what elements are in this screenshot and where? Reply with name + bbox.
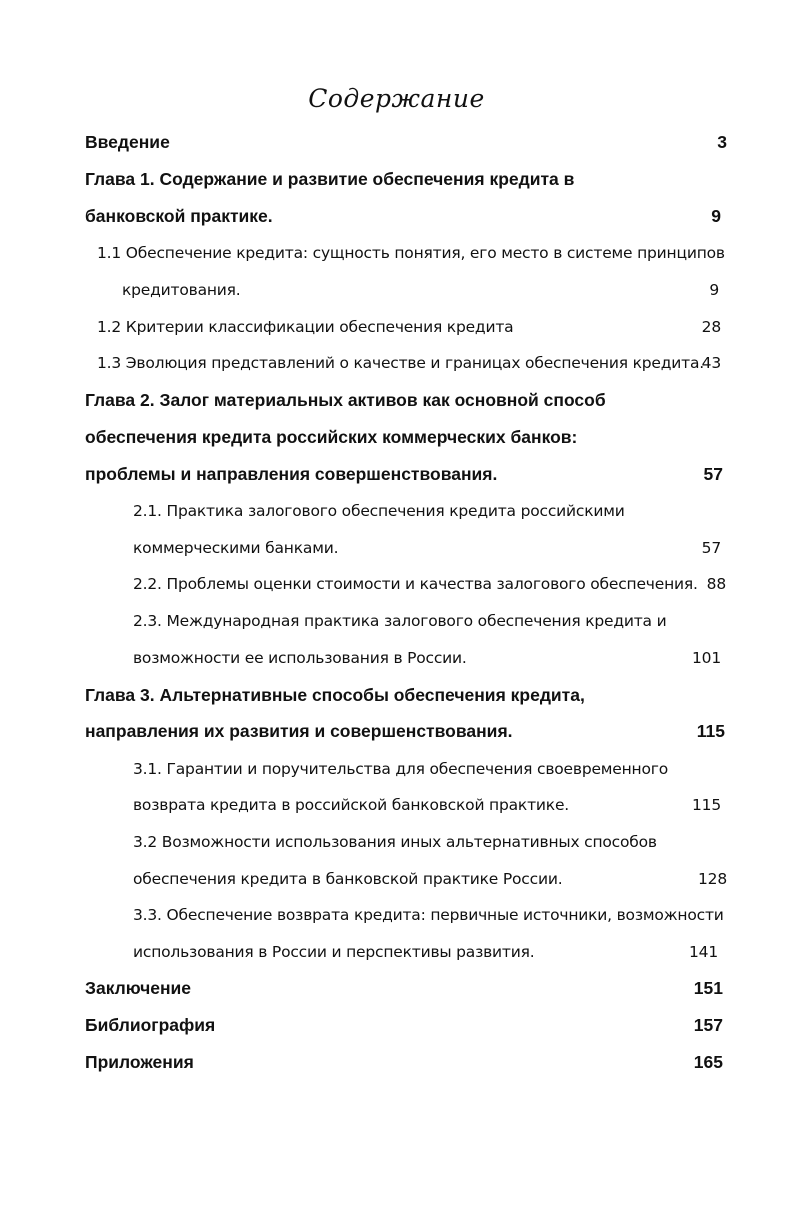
toc-section-3-3-page: 141: [689, 943, 718, 961]
toc-section-2-1-line2: коммерческими банками.: [133, 539, 339, 557]
toc-section-1-1-line1: 1.1 Обеспечение кредита: сущность понятия, его место в системе принципов: [97, 244, 725, 262]
toc-section-3-1-line1: 3.1. Гарантии и поручительства для обеспечения своевременного: [133, 760, 669, 778]
toc-chapter2-line3: проблемы и направления совершенствования.: [85, 464, 498, 484]
toc-chapter1-line2: банковской практике.: [85, 206, 273, 226]
toc-section-2-3-line1: 2.3. Международная практика залогового обеспечения кредита и: [133, 612, 667, 630]
toc-section-2-2-page: 88: [706, 575, 726, 593]
toc-section-1-1-line2: кредитования.: [122, 281, 241, 299]
toc-section-2-1-page: 57: [701, 539, 721, 557]
toc-appendices-page: 165: [693, 1052, 723, 1072]
toc-section-1-1-page: 9: [709, 281, 719, 299]
toc-section-3-3-line1: 3.3. Обеспечение возврата кредита: первичные источники, возможности: [133, 906, 724, 924]
toc-section-2-3-page: 101: [692, 649, 721, 667]
toc-section-3-1-page: 115: [692, 796, 721, 814]
toc-section-1-3-page: 43: [701, 354, 721, 372]
toc-section-1-2-page: 28: [701, 318, 721, 336]
toc-section-3-2-line2: обеспечения кредита в банковской практике России.: [133, 870, 563, 888]
toc-chapter1-line1: Глава 1. Содержание и развитие обеспечения кредита в: [85, 169, 575, 189]
toc-section-3-1-line2: возврата кредита в российской банковской практике.: [133, 796, 570, 814]
toc-section-1-2-label: 1.2 Критерии классификации обеспечения кредита: [97, 318, 514, 336]
toc-appendices-label: Приложения: [85, 1052, 194, 1072]
toc-chapter3-page: 115: [696, 721, 725, 741]
toc-section-3-2-page: 128: [698, 870, 727, 888]
toc-section-2-1-line1: 2.1. Практика залогового обеспечения кредита российскими: [133, 502, 625, 520]
toc-conclusion-label: Заключение: [85, 978, 192, 998]
toc-conclusion-page: 151: [693, 978, 723, 998]
toc-intro-page: 3: [717, 132, 727, 152]
toc-section-2-3-line2: возможности ее использования в России.: [133, 649, 467, 667]
toc-bibliography-page: 157: [693, 1015, 723, 1035]
toc-section-2-2-label: 2.2. Проблемы оценки стоимости и качества залогового обеспечения.: [133, 575, 698, 593]
toc-chapter3-line2: направления их развития и совершенствования.: [85, 721, 513, 741]
toc-chapter3-line1: Глава 3. Альтернативные способы обеспечения кредита,: [85, 685, 585, 705]
toc-section-3-3-line2: использования в России и перспективы развития.: [133, 943, 535, 961]
toc-section-1-3-label: 1.3 Эволюция представлений о качестве и границах обеспечения кредита.: [97, 354, 704, 372]
toc-chapter1-page: 9: [711, 206, 721, 226]
toc-chapter2-page: 57: [703, 464, 723, 484]
toc-chapter2-line1: Глава 2. Залог материальных активов как основной способ: [85, 390, 606, 410]
page-title: Содержание: [308, 84, 485, 113]
toc-intro-label: Введение: [85, 132, 170, 152]
toc-bibliography-label: Библиография: [85, 1015, 216, 1035]
toc-section-3-2-line1: 3.2 Возможности использования иных альтернативных способов: [133, 833, 657, 851]
toc-chapter2-line2: обеспечения кредита российских коммерческих банков:: [85, 427, 578, 447]
